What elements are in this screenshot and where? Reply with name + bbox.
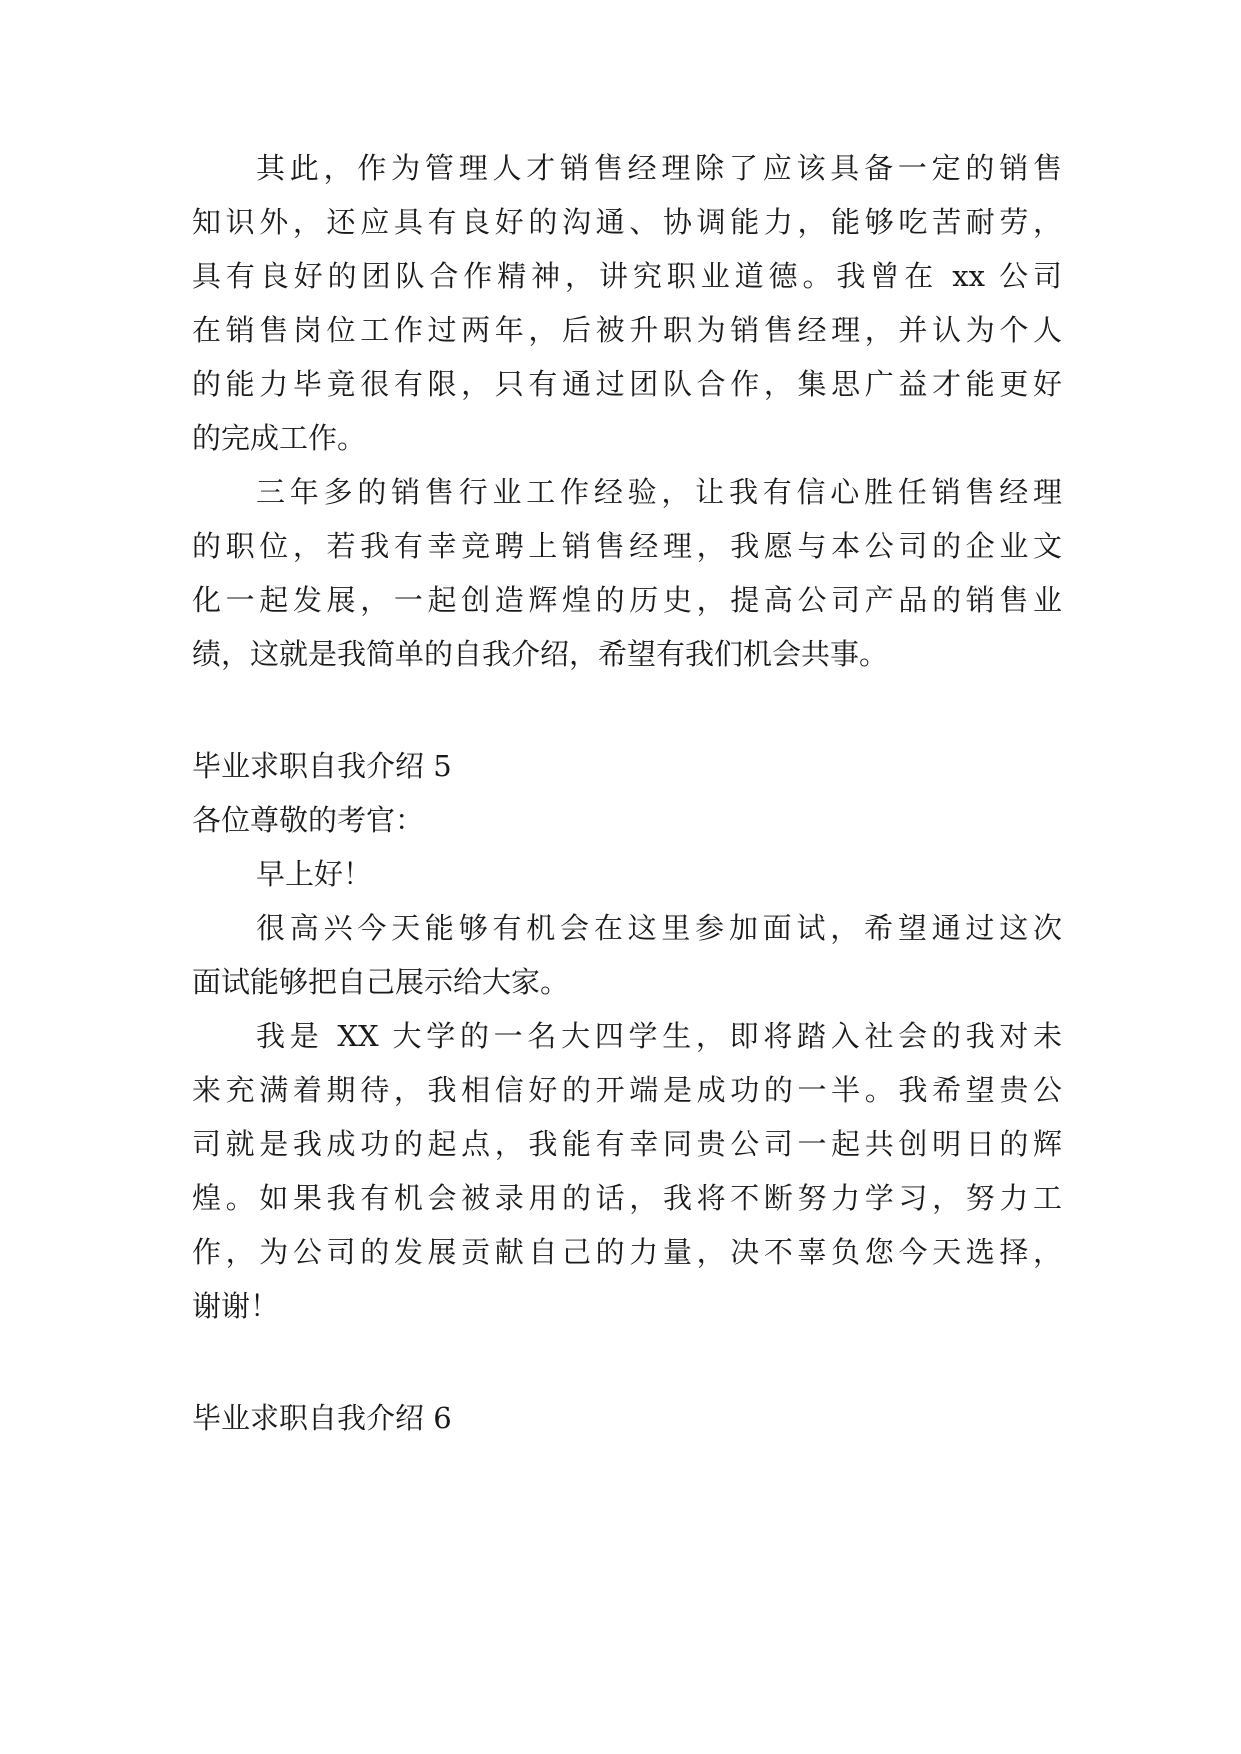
section-6-heading: 毕业求职自我介绍 6	[192, 1401, 452, 1435]
section-5-paragraph-b-line-1: 我是 XX 大学的一名大四学生，即将踏入社会的我对未	[256, 1019, 1062, 1053]
paragraph-2-line-4: 绩，这就是我简单的自我介绍，希望有我们机会共事。	[192, 637, 889, 671]
section-5-paragraph-a-line-1: 很高兴今天能够有机会在这里参加面试，希望通过这次	[256, 911, 1062, 945]
paragraph-1-line-6: 的完成工作。	[192, 421, 367, 455]
section-5-salutation: 各位尊敬的考官：	[192, 803, 425, 837]
section-5-paragraph-b-line-3: 司就是我成功的起点，我能有幸同贵公司一起共创明日的辉	[192, 1127, 1062, 1161]
paragraph-1-line-5: 的能力毕竟很有限，只有通过团队合作，集思广益才能更好	[192, 367, 1062, 401]
section-5-paragraph-b-line-6: 谢谢！	[192, 1289, 280, 1323]
section-5-heading: 毕业求职自我介绍 5	[192, 749, 452, 783]
section-5-paragraph-a-line-2: 面试能够把自己展示给大家。	[192, 965, 570, 999]
paragraph-2-line-3: 化一起发展，一起创造辉煌的历史，提高公司产品的销售业	[192, 583, 1062, 617]
paragraph-1-line-3: 具有良好的团队合作精神，讲究职业道德。我曾在 xx 公司	[192, 259, 1062, 293]
section-5-paragraph-b-line-4: 煌。如果我有机会被录用的话，我将不断努力学习，努力工	[192, 1181, 1062, 1215]
paragraph-2-line-1: 三年多的销售行业工作经验，让我有信心胜任销售经理	[256, 475, 1062, 509]
paragraph-1-line-1: 其此，作为管理人才销售经理除了应该具备一定的销售	[256, 151, 1062, 185]
paragraph-2-line-2: 的职位，若我有幸竞聘上销售经理，我愿与本公司的企业文	[192, 529, 1062, 563]
section-5-greeting: 早上好！	[256, 857, 373, 891]
paragraph-1-line-4: 在销售岗位工作过两年，后被升职为销售经理，并认为个人	[192, 313, 1062, 347]
section-5-paragraph-b-line-2: 来充满着期待，我相信好的开端是成功的一半。我希望贵公	[192, 1073, 1062, 1107]
section-5-paragraph-b-line-5: 作，为公司的发展贡献自己的力量，决不辜负您今天选择，	[192, 1235, 1062, 1269]
paragraph-1-line-2: 知识外，还应具有良好的沟通、协调能力，能够吃苦耐劳，	[192, 205, 1062, 239]
